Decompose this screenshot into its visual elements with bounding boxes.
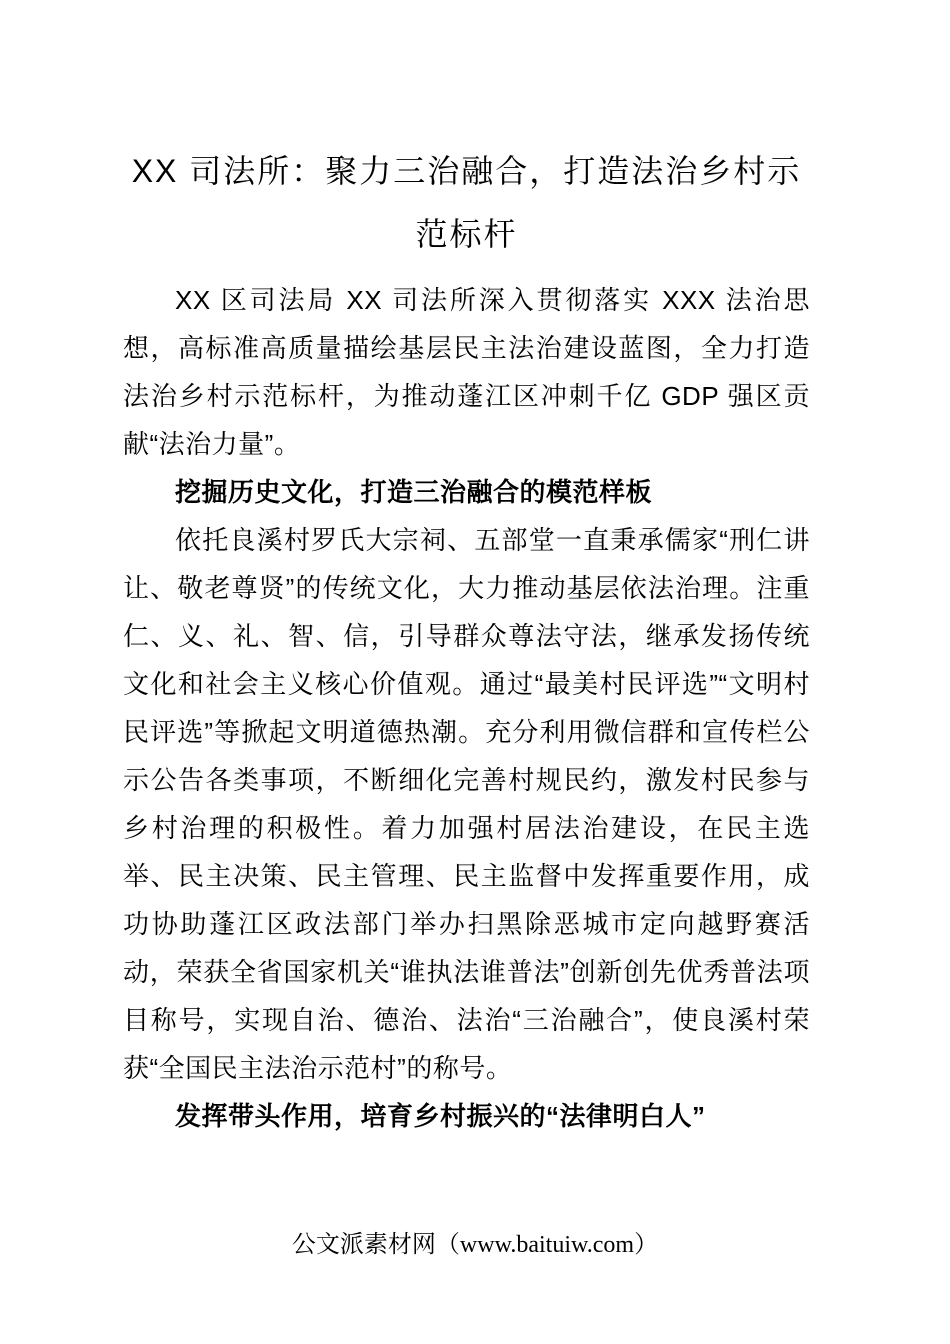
paragraph-intro: XX 区司法局 XX 司法所深入贯彻落实 XXX 法治思想，高标准高质量描绘基层民主法治建设蓝图，全力打造法治乡村示范标杆，为推动蓬江区冲刺千亿 GDP 强区贡献“法治力量”。 [123, 285, 810, 459]
section-heading-culture: 挖掘历史文化，打造三治融合的模范样板 [175, 477, 653, 507]
footer-watermark: 公文派素材网（www.baituiw.com） [291, 1232, 659, 1258]
section-heading-legal-experts: 发挥带头作用，培育乡村振兴的“法律明白人” [175, 1101, 706, 1131]
paragraph-section-culture: 依托良溪村罗氏大宗祠、五部堂一直秉承儒家“刑仁讲让、敬老尊贤”的传统文化，大力推动基层依法治理。注重仁、义、礼、智、信，引导群众尊法守法，继承发扬传统文化和社会主义核心价值观。通过“最美村民评选”“文明村民评选”等掀起文明道德热潮。充分利用微信群和宣传栏公示公告各类事项，不断细化完善村规民约，激发村民参与乡村治理的积极性。着力加强村居法治建设，在民主选举、民主决策、民主管理、民主监督中发挥重要作用，成功协助蓬江区政法部门举办扫黑除恶城市定向越野赛活动，荣获全省国家机关“谁执法谁普法”创新创先优秀普法项目称号，实现自治、德治、法治“三治融合”，使良溪村荣获“全国民主法治示范村”的称号。 [123, 525, 810, 1083]
document-body [123, 140, 810, 1140]
document-title: XX 司法所：聚力三治融合，打造法治乡村示范标杆 [131, 153, 802, 252]
